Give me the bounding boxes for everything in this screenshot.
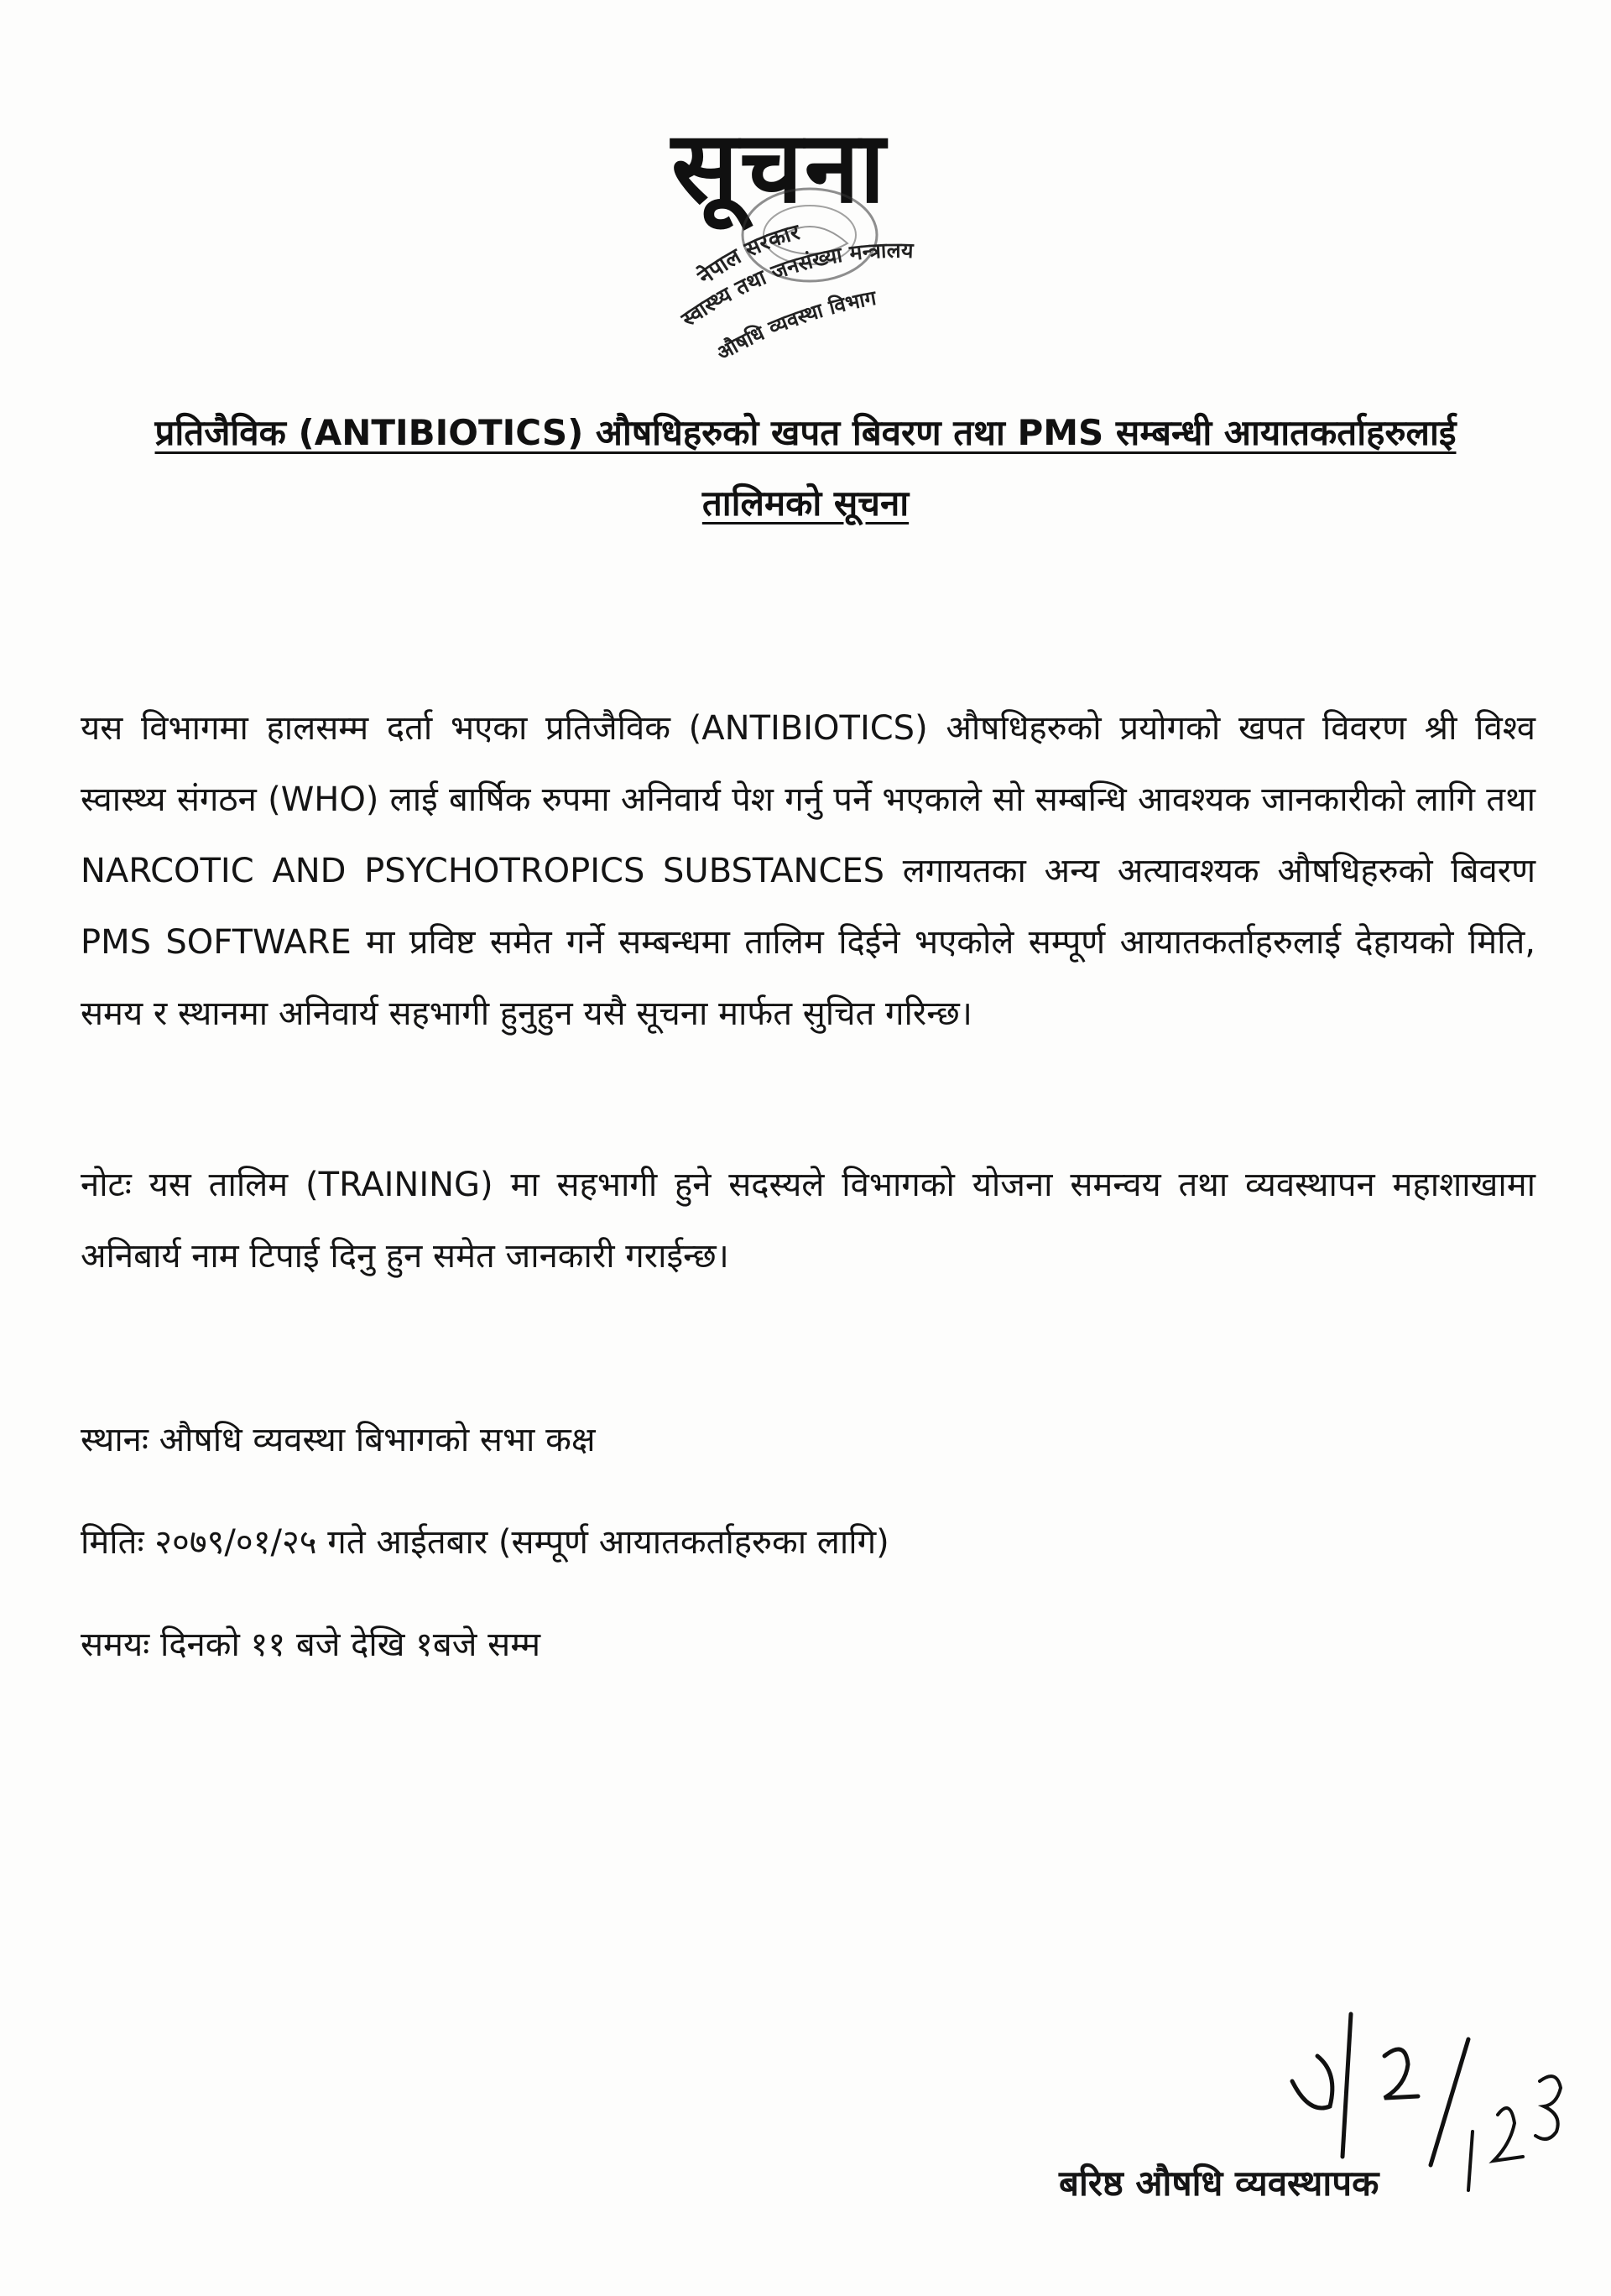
notice-body-paragraph: यस विभागमा हालसम्म दर्ता भएका प्रतिजैविक (ANTIBIOTICS) औषधिहरुको प्रयोगको खपत विवरण श्री विश्व स्वास्थ्य संगठन (WHO) लाई बार्षिक रुपमा अनिवार्य पेश गर्नु पर्ने भएकाले सो सम्बन्धि आवश्यक जानकारीको लागि तथा NARCOTIC AND PSYCHOTROPICS SUBSTANCES लगायतका अन्य अत्यावश्यक औषधिहरुको बिवरण PMS SOFTWARE मा प्रविष्ट समेत गर्ने सम्बन्धमा तालिम दिईने भएकोले सम्पूर्ण आयातकर्ताहरुलाई देहायको मिति, समय र स्थानमा अनिवार्य सहभागी हुनुहुन यसै सूचना मार्फत सुचित गरिन्छ। xyxy=(81,709,1535,1033)
training-location: स्थानः औषधि व्यवस्था बिभागको सभा कक्ष xyxy=(81,1421,596,1459)
seal-line-1: नेपाल सरकार xyxy=(693,219,803,290)
signatory-designation: बरिष्ठ औषधि व्यवस्थापक xyxy=(1059,2163,1379,2204)
notice-title-line-1: प्रतिजैविक (ANTIBIOTICS) औषधिहरुको खपत बिवरण तथा PMS सम्बन्धी आयातकर्ताहरुलाई xyxy=(154,412,1457,453)
header-stamp xyxy=(638,108,973,386)
training-time: समयः दिनको ११ बजे देखि १बजे सम्म xyxy=(81,1625,541,1664)
notice-title-line-2: तालिमको सूचना xyxy=(701,483,910,524)
seal-line-3: औषधि व्यवस्था विभाग xyxy=(712,284,878,366)
notice-note-paragraph: नोटः यस तालिम (TRAINING) मा सहभागी हुने सदस्यले विभागको योजना समन्वय तथा व्यवस्थापन महाशाखामा अनिबार्य नाम टिपाई दिनु हुन समेत जानकारी गराईन्छ। xyxy=(81,1166,1535,1276)
seal-line-2: स्वास्थ्य तथा जनसंख्या मन्त्रालय xyxy=(676,237,915,331)
department-seal-icon xyxy=(638,108,973,386)
notice-heading: सूचना xyxy=(671,108,887,225)
training-date: मितिः २०७९/०१/२५ गते आईतबार (सम्पूर्ण आयातकर्ताहरुका लागि) xyxy=(81,1523,889,1562)
